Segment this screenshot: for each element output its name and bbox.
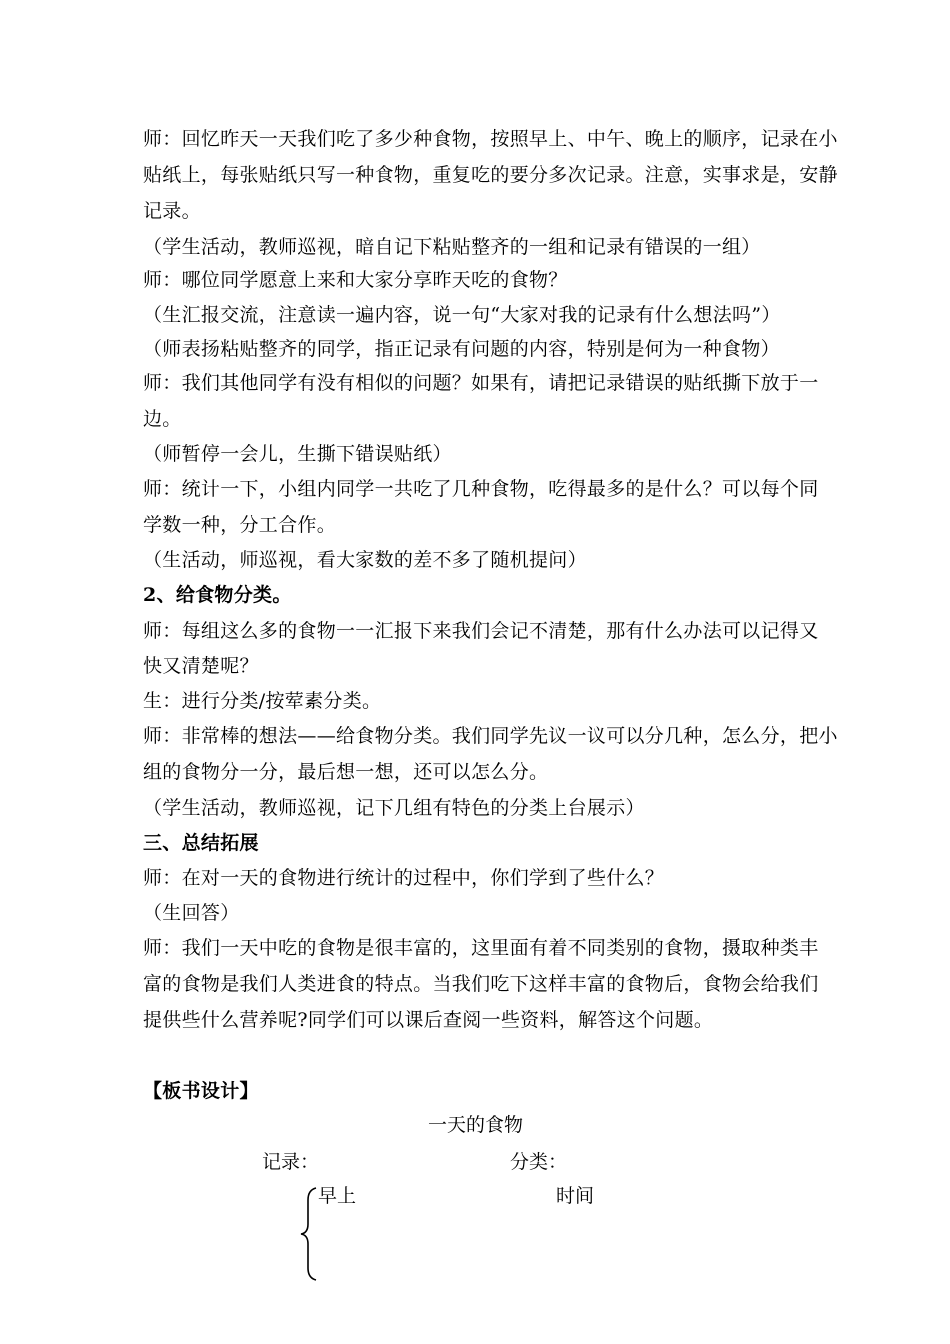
curly-brace-icon: [298, 1186, 320, 1282]
paragraph-line: （生汇报交流，注意读一遍内容，说一句“大家对我的记录有什么想法吗”）: [143, 304, 781, 326]
section-heading: 三、总结拓展: [143, 832, 259, 854]
board-design-heading: 【板书设计】: [143, 1080, 259, 1102]
board-time-label: 时间: [556, 1185, 595, 1207]
paragraph-line: 师：回忆昨天一天我们吃了多少种食物，按照早上、中午、晚上的顺序，记录在小: [143, 128, 838, 150]
paragraph-line: 师：每组这么多的食物一一汇报下来我们会记不清楚，那有什么办法可以记得又: [143, 620, 819, 642]
paragraph-line: （师表扬粘贴整齐的同学，指正记录有问题的内容，特别是何为一种食物）: [143, 338, 780, 360]
paragraph-line: 富的食物是我们人类进食的特点。当我们吃下这样丰富的食物后，食物会给我们: [143, 973, 819, 995]
paragraph-line: （学生活动，教师巡视，暗自记下粘贴整齐的一组和记录有错误的一组）: [143, 236, 761, 258]
paragraph-line: 生：进行分类/按荤素分类。: [143, 690, 382, 712]
paragraph-line: （学生活动，教师巡视，记下几组有特色的分类上台展示）: [143, 797, 645, 819]
paragraph-line: 师：统计一下，小组内同学一共吃了几种食物，吃得最多的是什么？可以每个同: [143, 478, 819, 500]
paragraph-line: （师暂停一会儿，生撕下错误贴纸）: [143, 443, 452, 465]
paragraph-line: 快又清楚呢？: [143, 655, 259, 677]
paragraph-line: 师：哪位同学愿意上来和大家分享昨天吃的食物？: [143, 269, 568, 291]
board-title: 一天的食物: [428, 1114, 524, 1136]
paragraph-line: 师：非常棒的想法——给食物分类。我们同学先议一议可以分几种，怎么分，把小: [143, 725, 838, 747]
paragraph-line: 提供些什么营养呢?同学们可以课后查阅一些资料，解答这个问题。: [143, 1009, 714, 1031]
paragraph-line: 师：在对一天的食物进行统计的过程中，你们学到了些什么？: [143, 867, 665, 889]
board-record-label: 记录：: [262, 1151, 320, 1173]
paragraph-line: 师：我们其他同学有没有相似的问题？如果有，请把记录错误的贴纸撕下放于一: [143, 372, 819, 394]
paragraph-line: （生活动，师巡视，看大家数的差不多了随机提问）: [143, 549, 587, 571]
board-morning-label: 早上: [318, 1185, 357, 1207]
paragraph-line: 边。: [143, 408, 182, 430]
paragraph-line: 组的食物分一分，最后想一想，还可以怎么分。: [143, 761, 549, 783]
section-heading: 2、给食物分类。: [143, 584, 292, 606]
paragraph-line: 师：我们一天中吃的食物是很丰富的，这里面有着不同类别的食物，摄取种类丰: [143, 937, 819, 959]
paragraph-line: 贴纸上，每张贴纸只写一种食物，重复吃的要分多次记录。注意，实事求是，安静: [143, 164, 838, 186]
paragraph-line: 学数一种，分工合作。: [143, 514, 337, 536]
paragraph-line: 记录。: [143, 200, 201, 222]
paragraph-line: （生回答）: [143, 902, 240, 924]
board-classify-label: 分类：: [510, 1151, 568, 1173]
